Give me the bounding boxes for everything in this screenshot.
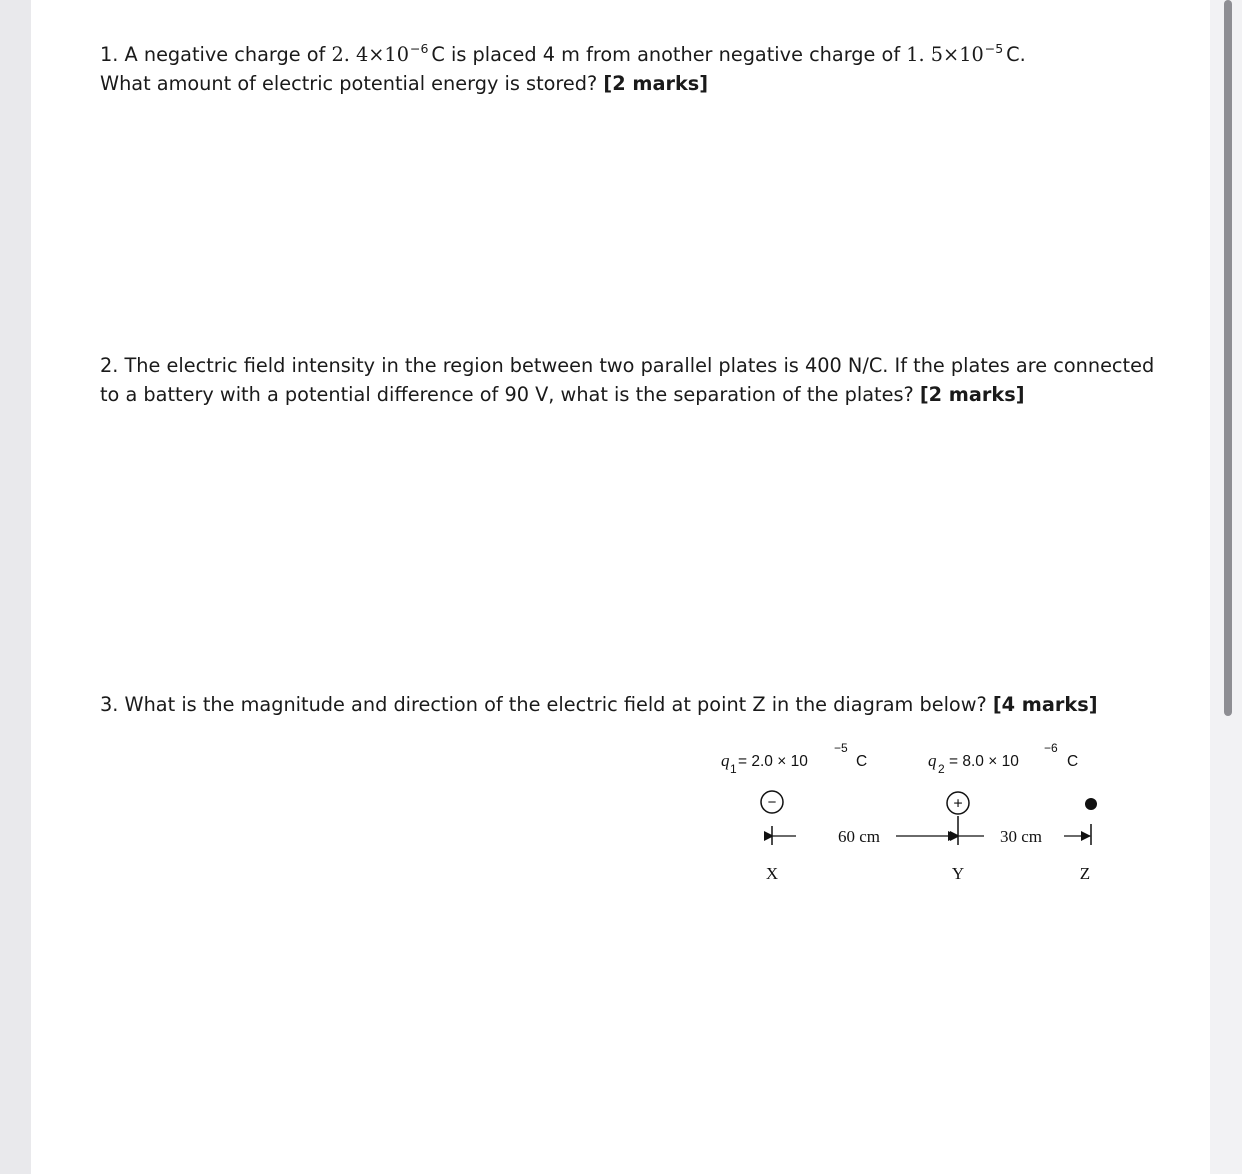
plus-sign: + bbox=[953, 795, 963, 813]
q2-symbol: q bbox=[928, 751, 937, 770]
q1-charge-1-mantissa: 2. 4×10 bbox=[331, 43, 409, 66]
q1-charge-1-exponent: −6 bbox=[409, 41, 429, 56]
charge-diagram bbox=[700, 730, 1120, 890]
q1-exponent: −5 bbox=[834, 741, 848, 755]
charge-diagram-svg bbox=[700, 730, 1120, 890]
q1-text-a: 1. A negative charge of bbox=[100, 43, 332, 66]
distance-xy-label: 60 cm bbox=[838, 827, 881, 846]
point-z-dot bbox=[1085, 798, 1097, 810]
question-1-line-1 bbox=[100, 40, 1026, 69]
q2-subscript: 2 bbox=[938, 762, 945, 776]
q1-marks: [2 marks] bbox=[603, 72, 709, 95]
question-2-line-2 bbox=[100, 380, 1025, 409]
scrollbar-thumb[interactable] bbox=[1224, 0, 1232, 716]
q2-text-line-1: 2. The electric field intensity in the region between two parallel plates is 400 N/C. If the plates are connected bbox=[100, 354, 1155, 377]
q1-subscript: 1 bbox=[730, 762, 737, 776]
q1-charge-2-mantissa: 1. 5×10 bbox=[906, 43, 984, 66]
q3-text: 3. What is the magnitude and direction of the electric field at point Z in the diagram below? bbox=[100, 693, 993, 716]
point-y-label: Y bbox=[951, 864, 965, 883]
question-2-line-1 bbox=[100, 351, 1154, 380]
q3-marks: [4 marks] bbox=[992, 693, 1098, 716]
q1-charge-2-exponent: −5 bbox=[984, 41, 1004, 56]
q2-value: = 8.0 × 10 bbox=[949, 753, 1019, 770]
q2-marks: [2 marks] bbox=[919, 383, 1025, 406]
q2-text-line-2: to a battery with a potential difference of 90 V, what is the separation of the plates? bbox=[100, 383, 920, 406]
point-x-label: X bbox=[765, 864, 779, 883]
document-page bbox=[31, 0, 1210, 1174]
q1-value: = 2.0 × 10 bbox=[738, 753, 808, 770]
q2-unit: C bbox=[1067, 753, 1079, 770]
q1-symbol: q bbox=[721, 751, 730, 770]
question-3-line-1 bbox=[100, 690, 1098, 719]
distance-yz-label: 30 cm bbox=[1000, 827, 1043, 846]
q1-text-b: C is placed 4 m from another negative charge of bbox=[431, 43, 907, 66]
q1-question-text: What amount of electric potential energy is stored? bbox=[100, 72, 604, 95]
q1-text-c: C. bbox=[1006, 43, 1026, 66]
q2-exponent: −6 bbox=[1044, 741, 1058, 755]
point-z-label: Z bbox=[1079, 864, 1091, 883]
question-1-line-2 bbox=[100, 69, 708, 98]
q1-unit: C bbox=[856, 753, 868, 770]
minus-sign: − bbox=[767, 794, 777, 811]
